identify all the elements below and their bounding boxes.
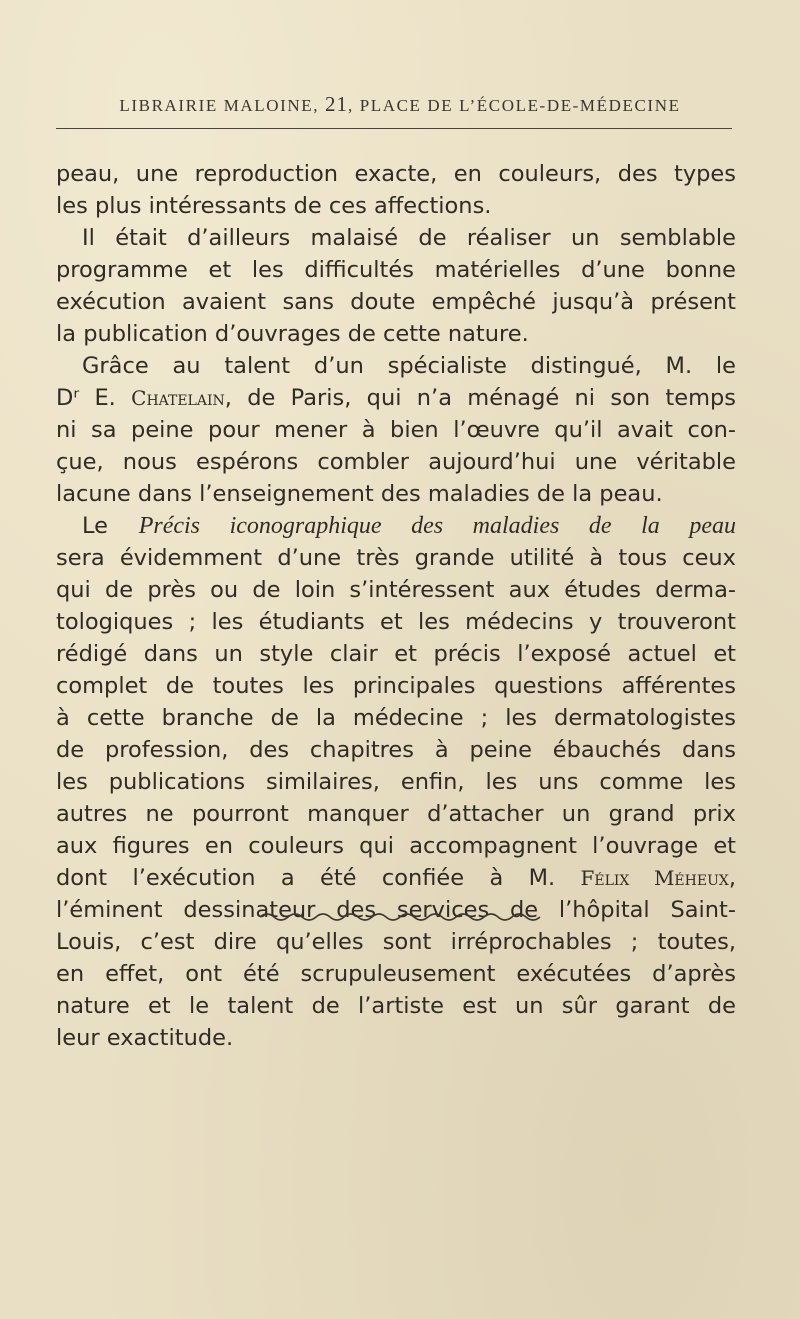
text-line: Il était d’ailleurs malaisé de réaliser un semblable [82,225,736,251]
wavy-rule-ornament [258,910,542,924]
text-line: les publications similaires, enfin, les uns comme les [56,769,736,795]
text-line [82,510,736,542]
text-line: peau, une reproduction exacte, en couleurs, des types [56,161,736,187]
text-line: nature et le talent de l’artiste est un sûr garant de [56,993,736,1019]
text-fragment: dont l’exécution a été confiée à M. [56,865,581,891]
running-head [60,92,740,117]
text-line: la publication d’ouvrages de cette nature. [56,321,529,347]
text-line [56,862,736,894]
text-line: rédigé dans un style clair et précis l’exposé actuel et [56,641,736,667]
text-line: Grâce au talent d’un spécialiste distingué, M. le [82,353,736,379]
text-line: lacune dans l’enseignement des maladies de la peau. [56,481,663,507]
text-line: en effet, ont été scrupuleusement exécutées d’après [56,961,736,987]
text-line: Louis, c’est dire qu’elles sont irréprochables ; toutes, [56,929,736,955]
text-line: exécution avaient sans doute empêché jusqu’à présent [56,289,736,315]
header-rule [56,128,732,129]
text-line: à cette branche de la médecine ; les dermatologistes [56,705,736,731]
text-line: les plus intéressants de ces affections. [56,193,492,219]
text-fragment: Le [82,513,139,539]
text-line: l’éminent dessinateur des services de l’hôpital Saint- [56,897,736,923]
running-head-street-number: 21 [325,92,348,116]
text-line [56,382,736,414]
text-line: de profession, des chapitres à peine ébauchés dans [56,737,736,763]
text-line: tologiques ; les étudiants et les médecins y trouveront [56,609,736,635]
author-name: Chatelain [131,386,225,410]
text-fragment: , [728,865,736,891]
text-line: aux figures en couleurs qui accompagnent l’ouvrage et [56,833,736,859]
text-line: programme et les difficultés matérielles d’une bonne [56,257,736,283]
text-line: qui de près ou de loin s’intéressent aux études derma- [56,577,736,603]
text-line: leur exactitude. [56,1025,234,1051]
book-title: Précis iconographique des maladies de la peau [138,513,736,539]
running-head-publisher: LIBRAIRIE MALOINE, [119,96,325,115]
text-line: complet de toutes les principales questions afférentes [56,673,736,699]
doctor-title: Dʳ E. [56,385,132,411]
running-head-address: , PLACE DE L’ÉCOLE-DE-MÉDECINE [348,96,681,115]
illustrator-name: Félix Méheux [580,866,729,890]
text-line: autres ne pourront manquer d’attacher un grand prix [56,801,736,827]
text-line: sera évidemment d’une très grande utilité à tous ceux [56,545,736,571]
text-line: ni sa peine pour mener à bien l’œuvre qu’il avait con- [56,417,736,443]
text-line: çue, nous espérons combler aujourd’hui une véritable [56,449,736,475]
text-fragment: , de Paris, qui n’a ménagé ni son temps [224,385,736,411]
